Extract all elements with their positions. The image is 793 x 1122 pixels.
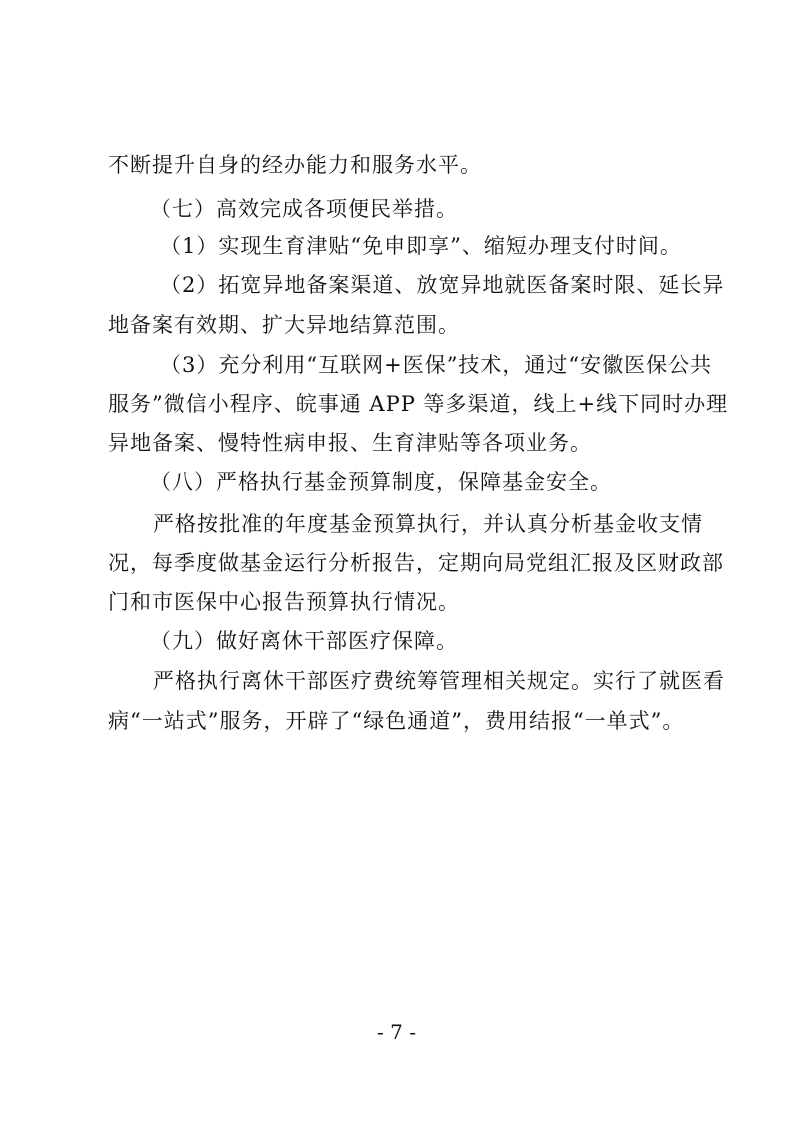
paragraph-budget-line-1: 严格按批准的年度基金预算执行，并认真分析基金收支情 bbox=[153, 512, 703, 536]
paragraph-line-1: 不断提升自身的经办能力和服务水平。 bbox=[108, 153, 482, 177]
list-item-3-line-2: 服务”微信小程序、皖事通 APP 等多渠道，线上+线下同时办理 bbox=[108, 392, 729, 416]
list-item-1: （1）实现生育津贴“免申即享”、缩短办理支付时间。 bbox=[160, 234, 682, 258]
list-item-2-line-1: （2）拓宽异地备案渠道、放宽异地就医备案时限、延长异 bbox=[160, 273, 725, 297]
list-item-3-line-1: （3）充分利用“互联网+医保”技术，通过“安徽医保公共 bbox=[160, 353, 713, 377]
paragraph-budget-line-2: 况，每季度做基金运行分析报告，定期向局党组汇报及区财政部 bbox=[108, 551, 724, 575]
section-heading-9: （九）做好离休干部医疗保障。 bbox=[150, 629, 458, 653]
section-heading-8: （八）严格执行基金预算制度，保障基金安全。 bbox=[150, 470, 612, 494]
section-heading-7: （七）高效完成各项便民举措。 bbox=[150, 197, 458, 221]
paragraph-retiree-line-1: 严格执行离休干部医疗费统筹管理相关规定。实行了就医看 bbox=[153, 669, 725, 693]
list-item-2-line-2: 地备案有效期、扩大异地结算范围。 bbox=[108, 313, 460, 337]
paragraph-retiree-line-2: 病“一站式”服务，开辟了“绿色通道”，费用结报“一单式”。 bbox=[108, 709, 685, 733]
paragraph-budget-line-3: 门和市医保中心报告预算执行情况。 bbox=[108, 590, 460, 614]
list-item-3-line-3: 异地备案、慢特性病申报、生育津贴等各项业务。 bbox=[108, 431, 592, 455]
page-number: - 7 - bbox=[377, 1020, 416, 1044]
